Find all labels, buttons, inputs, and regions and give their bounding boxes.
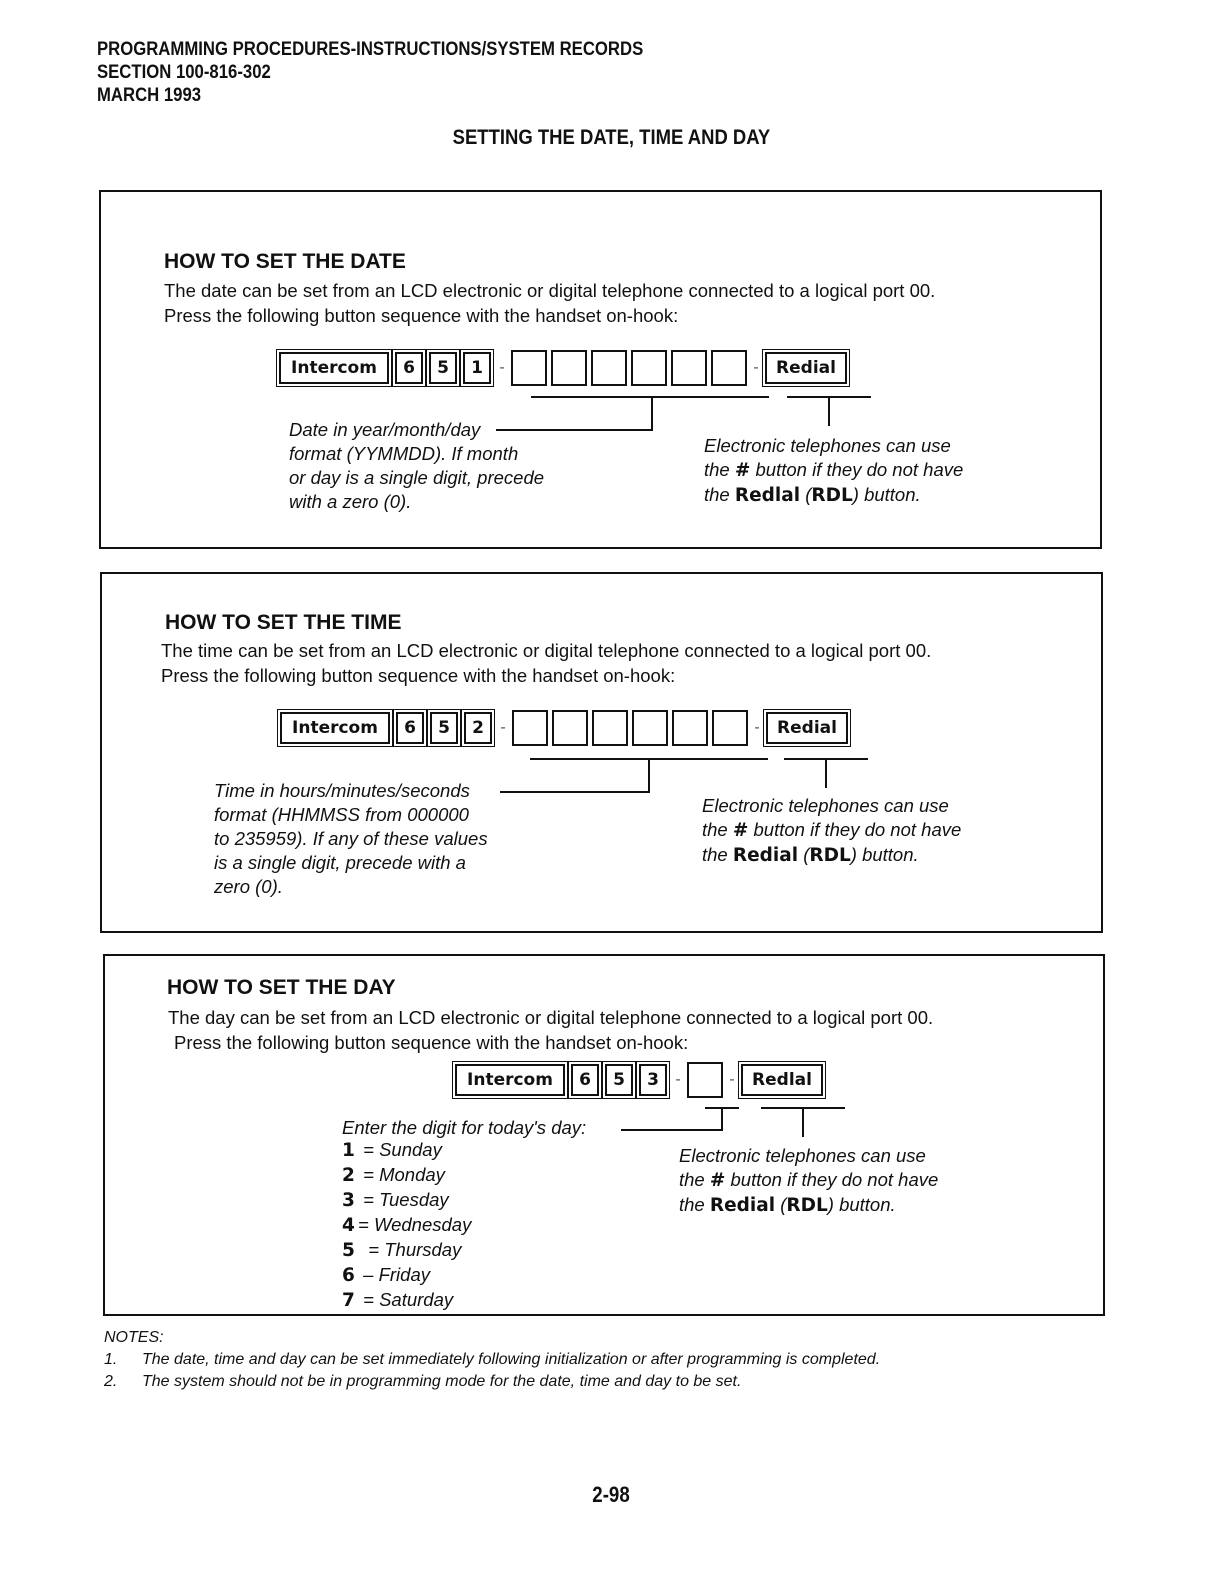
date-box bbox=[99, 190, 1102, 549]
dash-separator: - bbox=[499, 359, 505, 376]
time-redial-note: Electronic telephones can use the # button if they do not have the Redial (RDL) button. bbox=[702, 795, 962, 866]
dash-separator: - bbox=[500, 719, 506, 736]
time-format-note: Time in hours/minutes/seconds format (HHMMSS from 000000 to 235959). If any of these values is a single digit, precede with a zero (0). bbox=[214, 780, 488, 897]
time-entry-slot bbox=[672, 710, 708, 746]
date-button-sequence bbox=[279, 350, 853, 386]
day-item: 1 = Sunday bbox=[342, 1139, 442, 1161]
time-leader-line bbox=[500, 791, 650, 793]
time-heading: HOW TO SET THE TIME bbox=[165, 611, 402, 634]
digit-key-6[interactable]: 6 bbox=[571, 1064, 599, 1096]
date-heading: HOW TO SET THE DATE bbox=[164, 250, 406, 273]
digit-key-3[interactable]: 3 bbox=[639, 1064, 667, 1096]
digit-key-2[interactable]: 2 bbox=[464, 712, 492, 744]
redial-key[interactable]: Redial bbox=[765, 352, 847, 384]
time-button-sequence bbox=[280, 710, 854, 746]
notes-section bbox=[104, 1327, 880, 1393]
header-line-2: SECTION 100-816-302 bbox=[97, 62, 271, 83]
time-description: The time can be set from an LCD electronic or digital telephone connected to a logical port 00. Press the following button sequence with the handset on-hook: bbox=[161, 640, 932, 686]
day-list bbox=[342, 1138, 471, 1313]
day-leader-line bbox=[621, 1129, 723, 1131]
time-entry-slot bbox=[592, 710, 628, 746]
document-header bbox=[97, 38, 643, 107]
intercom-key[interactable]: Intercom bbox=[279, 352, 389, 384]
digit-key-1[interactable]: 1 bbox=[463, 352, 491, 384]
date-entry-slot bbox=[511, 350, 547, 386]
day-entry-slot bbox=[687, 1062, 723, 1098]
time-bracket-stem bbox=[648, 758, 650, 792]
day-heading: HOW TO SET THE DAY bbox=[167, 976, 396, 999]
digit-key-5[interactable]: 5 bbox=[429, 352, 457, 384]
digit-key-5[interactable]: 5 bbox=[430, 712, 458, 744]
date-bracket-stem bbox=[651, 396, 653, 430]
dash-separator: - bbox=[754, 719, 760, 736]
redial-bracket-stem bbox=[828, 396, 830, 426]
day-item: 3 = Tuesday bbox=[342, 1189, 449, 1211]
time-entry-slot bbox=[632, 710, 668, 746]
time-entry-slot bbox=[712, 710, 748, 746]
date-entry-slot bbox=[671, 350, 707, 386]
day-bracket-stem bbox=[721, 1107, 723, 1131]
date-entry-slot bbox=[631, 350, 667, 386]
day-redial-note: Electronic telephones can use the # button if they do not have the Redial (RDL) button. bbox=[679, 1145, 939, 1216]
day-item: 6 – Friday bbox=[342, 1264, 430, 1286]
digit-key-5[interactable]: 5 bbox=[605, 1064, 633, 1096]
dash-separator: - bbox=[729, 1071, 735, 1088]
time-entry-slot bbox=[552, 710, 588, 746]
dash-separator: - bbox=[675, 1071, 681, 1088]
date-bracket bbox=[531, 396, 769, 398]
time-box bbox=[100, 572, 1103, 933]
digit-key-6[interactable]: 6 bbox=[395, 352, 423, 384]
notes-heading: NOTES: bbox=[104, 1329, 164, 1346]
header-line-3: MARCH 1993 bbox=[97, 85, 202, 106]
day-item: 4 = Wednesday bbox=[342, 1214, 472, 1236]
day-item: 7 = Saturday bbox=[342, 1289, 454, 1311]
redial-key[interactable]: Redlal bbox=[741, 1064, 823, 1096]
time-entry-slot bbox=[512, 710, 548, 746]
page-title: SETTING THE DATE, TIME AND DAY bbox=[452, 126, 770, 149]
day-item: 5 = Thursday bbox=[342, 1239, 462, 1261]
redial-bracket-stem bbox=[825, 758, 827, 788]
day-entry-note: Enter the digit for today's day: bbox=[342, 1117, 587, 1138]
date-entry-slot bbox=[591, 350, 627, 386]
note-item: 1. The date, time and day can be set immediately following initialization or after programming is completed. bbox=[104, 1351, 881, 1368]
date-entry-slot bbox=[551, 350, 587, 386]
day-description: The day can be set from an LCD electronic or digital telephone connected to a logical port 00. Press the following button sequence with the handset on-hook: bbox=[168, 1007, 934, 1053]
day-box bbox=[103, 954, 1105, 1316]
intercom-key[interactable]: Intercom bbox=[455, 1064, 565, 1096]
header-line-1: PROGRAMMING PROCEDURES-INSTRUCTIONS/SYSTEM RECORDS bbox=[97, 39, 644, 60]
page-number: 2-98 bbox=[592, 1482, 630, 1507]
redial-key[interactable]: Redial bbox=[766, 712, 848, 744]
digit-key-6[interactable]: 6 bbox=[396, 712, 424, 744]
note-item: 2. The system should not be in programming mode for the date, time and day to be set. bbox=[104, 1373, 742, 1390]
date-redial-note: Electronic telephones can use the # button if they do not have the Redlal (RDL) button. bbox=[704, 435, 964, 506]
day-item: 2 = Monday bbox=[342, 1164, 445, 1186]
day-button-sequence bbox=[455, 1062, 829, 1098]
date-description: The date can be set from an LCD electronic or digital telephone connected to a logical port 00. Press the following button sequence with the handset on-hook: bbox=[164, 280, 936, 326]
intercom-key[interactable]: Intercom bbox=[280, 712, 390, 744]
dash-separator: - bbox=[753, 359, 759, 376]
date-entry-slot bbox=[711, 350, 747, 386]
redial-bracket-stem bbox=[802, 1107, 804, 1137]
date-format-note: Date in year/month/day format (YYMMDD). If month or day is a single digit, precede with a zero (0). bbox=[289, 419, 545, 512]
